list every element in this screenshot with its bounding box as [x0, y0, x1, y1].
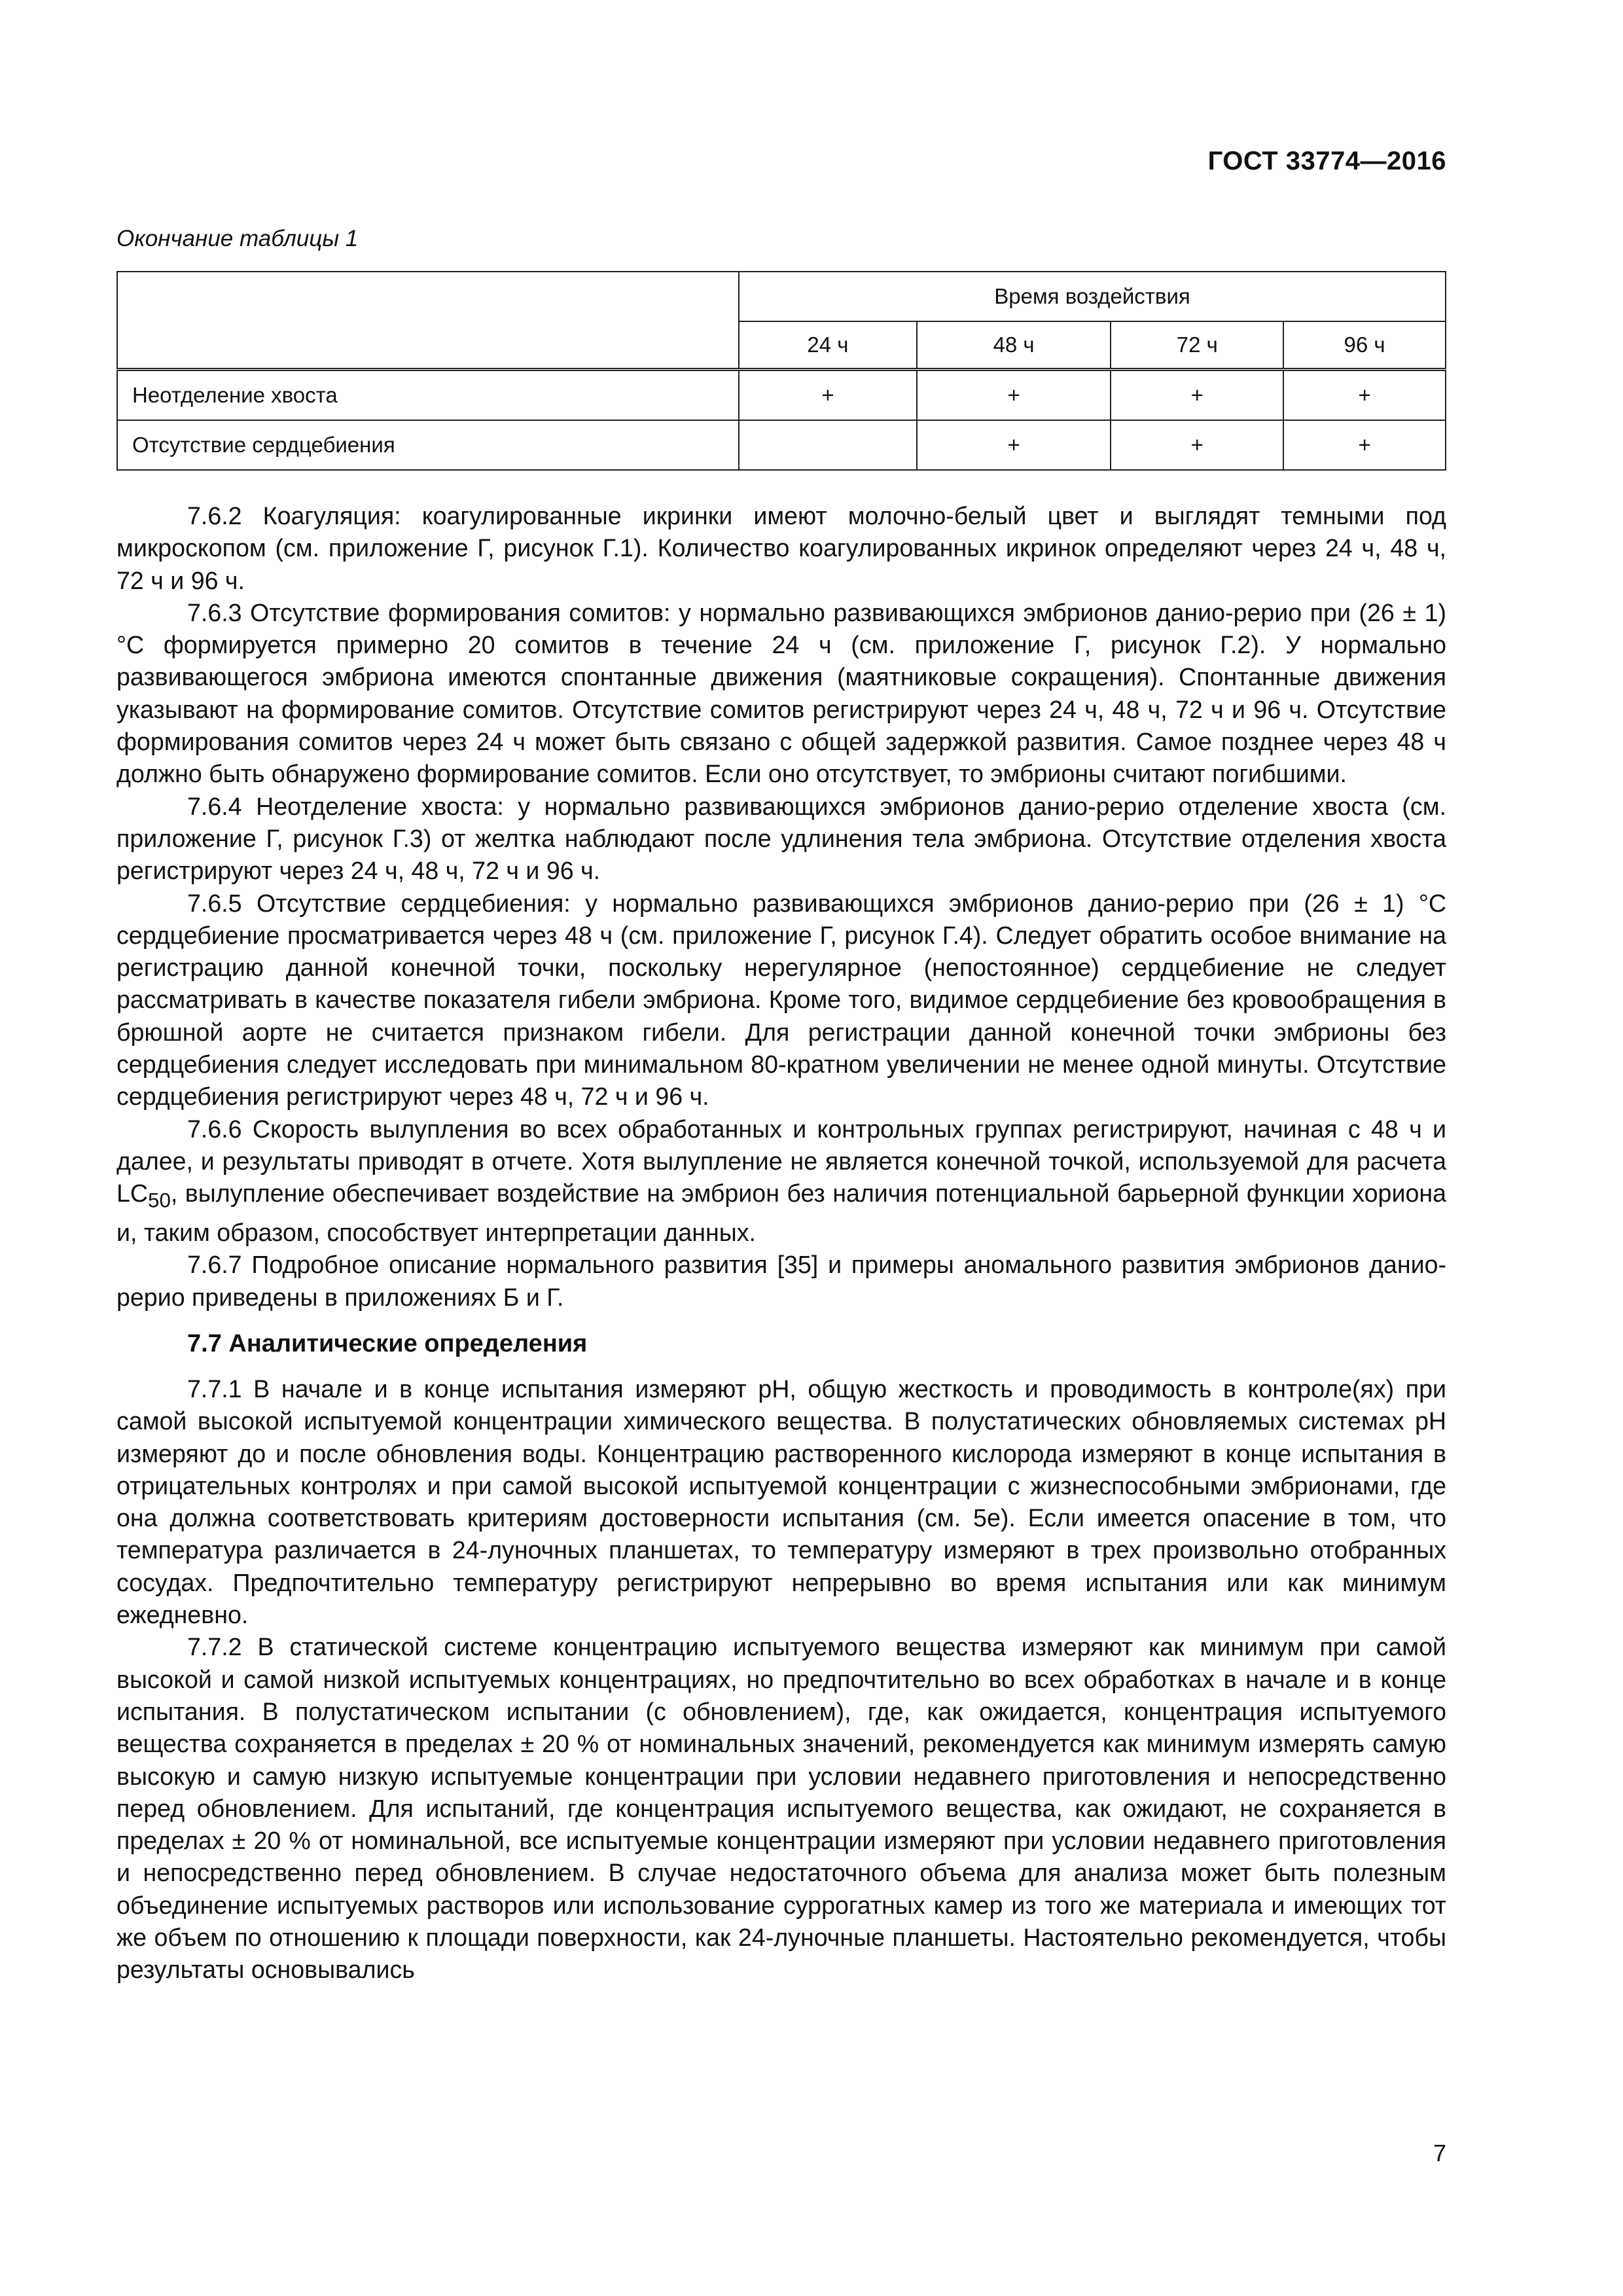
table-corner-cell	[117, 272, 739, 370]
document-standard-id: ГОСТ 33774—2016	[1207, 147, 1446, 175]
table-caption: Окончание таблицы 1	[116, 226, 359, 251]
table-row	[117, 420, 1446, 470]
paragraph-7-6-6-part1: 7.6.6 Скорость вылупления во всех обработанных и контрольных группах регистрируют, начиная с 48 ч и далее, и результаты приводят в отчете. Хотя вылупление не является конечной точкой, используемой для расчета LC	[116, 1115, 1446, 1208]
paragraph-7-6-2: 7.6.2 Коагуляция: коагулированные икринки имеют молочно-белый цвет и выглядят темными под микроскопом (см. приложение Г, рисунок Г.1). Количество коагулированных икринок определяют через 24 ч, 48 ч, 72 ч и 96 ч.	[116, 502, 1446, 594]
lc-subscript: 50	[148, 1189, 171, 1212]
table-cell: +	[1111, 370, 1283, 421]
table-cell	[739, 420, 917, 470]
table-column-header: 24 ч	[739, 321, 917, 370]
table-cell: +	[917, 420, 1111, 470]
paragraph-7-6-3: 7.6.3 Отсутствие формирования сомитов: у нормально развивающихся эмбрионов данио-рерио при (26 ± 1) °С формируется примерно 20 сомитов в течение 24 ч (см. приложение Г, рисунок Г.2). У нормально развивающегося эмбриона имеются спонтанные движения (маятниковые сокращения). Спонтанные движения указывают на формирование сомитов. Отсутствие сомитов регистрируют через 24 ч, 48 ч, 72 ч и 96 ч. Отсутствие формирования сомитов через 24 ч может быть связано с общей задержкой развития. Самое позднее через 48 ч должно быть обнаружено формирование сомитов. Если оно отсутствует, то эмбрионы считают погибшими.	[116, 598, 1446, 788]
table-cell: +	[1283, 370, 1446, 421]
table-cell: +	[917, 370, 1111, 421]
table-row-label: Неотделение хвоста	[117, 370, 739, 421]
paragraph-7-6-6	[116, 1113, 1446, 1249]
table-cell: +	[1283, 420, 1446, 470]
paragraph-7-6-4: 7.6.4 Неотделение хвоста: у нормально развивающихся эмбрионов данио-рерио отделение хвоста (см. приложение Г, рисунок Г.3) от желтка наблюдают после удлинения тела эмбриона. Отсутствие отделения хвоста регистрируют через 24 ч, 48 ч, 72 ч и 96 ч.	[116, 792, 1446, 885]
table-cell: +	[739, 370, 917, 421]
exposure-table	[116, 271, 1446, 471]
document-body	[116, 500, 1446, 1986]
table-column-header: 72 ч	[1111, 321, 1283, 370]
paragraph-7-7-1: 7.7.1 В начале и в конце испытания измеряют рН, общую жесткость и проводимость в контроле(ях) при самой высокой испытуемой концентрации химического вещества. В полустатических обновляемых системах рН измеряют до и после обновления воды. Концентрацию растворенного кислорода измеряют в конце испытания в отрицательных контролях и при самой высокой испытуемой концентрации с жизнеспособными эмбрионами, где она должна соответствовать критериям достоверности испытания (см. 5е). Если имеется опасение в том, что температура различается в 24-луночных планшетах, то температуру измеряют в трех произвольно отобранных сосудах. Предпочтительно температуру регистрируют непрерывно во время испытания или как минимум ежедневно.	[116, 1374, 1446, 1629]
paragraph-7-7-2: 7.7.2 В статической системе концентрацию испытуемого вещества измеряют как минимум при самой высокой и самой низкой испытуемых концентрациях, но предпочтительно во всех обработках в начале и в конце испытания. В полустатическом испытании (с обновлением), где, как ожидается, концентрация испытуемого вещества сохраняется в пределах ± 20 % от номинальных значений, рекомендуется как минимум измерять самую высокую и самую низкую испытуемые концентрации при условии недавнего приготовления и непосредственно перед обновлением. Для испытаний, где концентрация испытуемого вещества, как ожидают, не сохраняется в пределах ± 20 % от номинальной, все испытуемые концентрации измеряют при условии недавнего приготовления и непосредственно перед обновлением. В случае недостаточного объема для анализа может быть полезным объединение испытуемых растворов или использование суррогатных камер из того же материала и имеющих тот же объем по отношению к площади поверхности, как 24-луночные планшеты. Настоятельно рекомендуется, чтобы результаты основывались	[116, 1633, 1446, 1984]
table-cell: +	[1111, 420, 1283, 470]
table-group-header: Время воздействия	[739, 272, 1446, 321]
paragraph-7-6-7: 7.6.7 Подробное описание нормального развития [35] и примеры аномального развития эмбрионов данио-рерио приведены в приложениях Б и Г.	[116, 1251, 1446, 1311]
table-column-header: 48 ч	[917, 321, 1111, 370]
page-number: 7	[1433, 2140, 1446, 2166]
section-heading-7-7: 7.7 Аналитические определения	[187, 1329, 588, 1357]
table-column-header: 96 ч	[1283, 321, 1446, 370]
paragraph-7-6-5: 7.6.5 Отсутствие сердцебиения: у нормально развивающихся эмбрионов данио-рерио при (26 ± 1) °С сердцебиение просматривается через 48 ч (см. приложение Г, рисунок Г.4). Следует обратить особое внимание на регистрацию данной конечной точки, поскольку нерегулярное (непостоянное) сердцебиение не следует рассматривать в качестве показателя гибели эмбриона. Кроме того, видимое сердцебиение без кровообращения в брюшной аорте не считается признаком гибели. Для регистрации данной конечной точки эмбрионы без сердцебиения следует исследовать при минимальном 80-кратном увеличении не менее одной минуты. Отсутствие сердцебиения регистрируют через 48 ч, 72 ч и 96 ч.	[116, 889, 1446, 1111]
table-row-label: Отсутствие сердцебиения	[117, 420, 739, 470]
paragraph-7-6-6-part2: , вылупление обеспечивает воздействие на эмбрион без наличия потенциальной барьерной функции хориона и, таким образом, способствует интерпретации данных.	[116, 1179, 1446, 1247]
table-header-row	[117, 272, 1446, 321]
table-row	[117, 370, 1446, 421]
